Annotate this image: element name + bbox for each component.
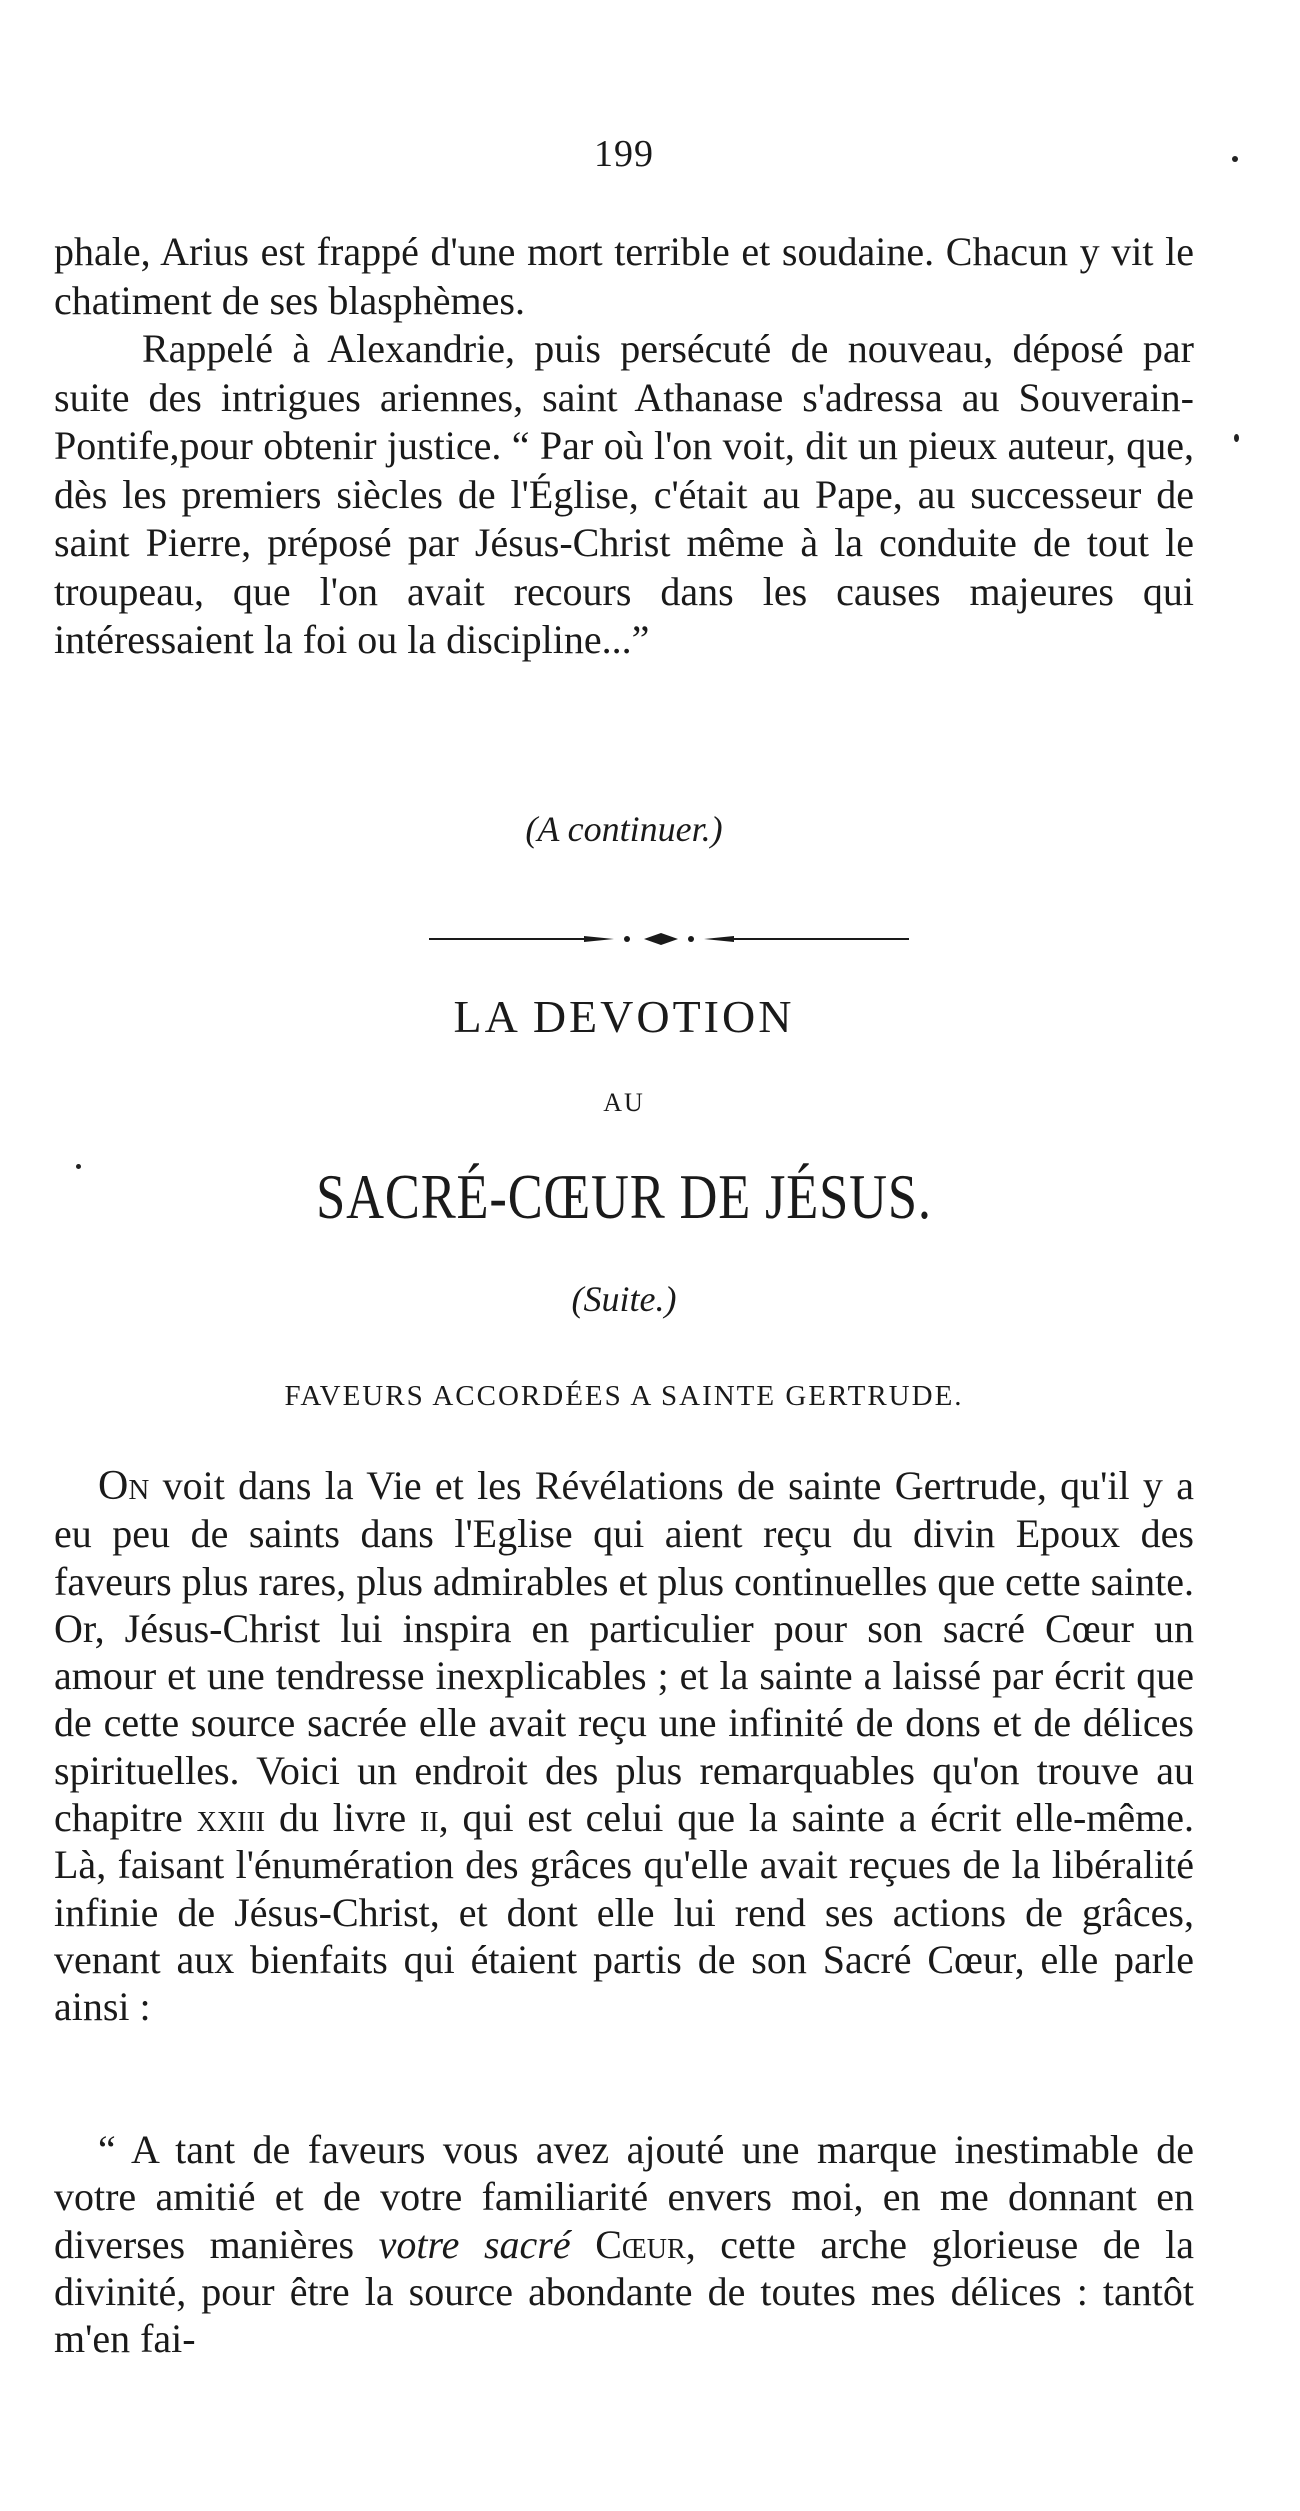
book-page (34, 0, 1195, 2511)
article-subtitle: (Suite.) (571, 1279, 677, 1319)
article-title-line-2: SACRÉ-CŒUR DE JÉSUS. (316, 1161, 932, 1232)
drop-cap-word: On (98, 1463, 150, 1509)
paragraph-text: , cette arche glorieuse de la divinité, pour être la source abondante de toutes mes délices : tantôt m'en fai- (54, 2221, 1195, 2362)
to-be-continued-note: (A continuer.) (525, 809, 723, 849)
roman-numeral-chapter: xxiii (196, 1795, 266, 1841)
paragraph-athanase: Rappelé à Alexandrie, puis persécuté de nouveau, déposé par suite des intrigues ariennes, saint Athanase s'adressa au Souverain-Pontife,pour obtenir justice. “ Par où l'on voit, dit un pieux auteur, que, dès les premiers siècles de l'Église, c'était au Pape, au successeur de saint Pierre, préposé par Jésus-Christ même à la conduite de tout le troupeau, que l'on avait recours dans les causes majeures qui intéressaient la foi ou la discipline...” (54, 326, 1194, 662)
paragraph-text: , qui est celui que la sainte a écrit elle-même. Là, faisant l'énumération des grâces qu'elle avait reçues de la libéralité infinie de Jésus-Christ, et dont elle lui rend ses actions de grâces, venant aux bienfaits qui étaient partis de son Sacré Cœur, elle parle ainsi : (54, 1795, 1194, 2030)
paragraph-quote (54, 2126, 1194, 2362)
italic-phrase: votre sacré (378, 2221, 571, 2267)
paragraph-text: voit dans la Vie et les Révélations de sainte Gertrude, qu'il y a eu peu de saints dans l'Eglise qui aient reçu du divin Epoux des faveurs plus rares, plus admirables et plus continuelles que cette sainte. Or, Jésus-Christ lui inspira en particulier pour son sacré Cœur un amour et une tendresse inexplicables ; et la sainte a laissé par écrit que de cette source sacrée elle avait reçu une infinité de dons et de délices spirituelles. Voici un endroit des plus remarquables qu'on trouve au chapitre (54, 1463, 1194, 1841)
print-speck (1232, 156, 1238, 162)
paragraph-continuation: phale, Arius est frappé d'une mort terrible et soudaine. Chacun y vit le chatiment de ses blasphèmes. (54, 229, 1194, 323)
small-caps-word: Cœur (595, 2221, 686, 2267)
ornamental-divider (429, 932, 909, 946)
print-speck (1234, 434, 1239, 442)
paragraph-text: du livre (265, 1795, 420, 1841)
section-heading: FAVEURS ACCORDÉES A SAINTE GERTRUDE. (284, 1380, 964, 1412)
print-speck (76, 1164, 81, 1169)
page-number: 199 (594, 133, 654, 175)
paragraph-text: “ A tant de faveurs vous avez ajouté une marque inestimable de votre amitié et de votre familiarité envers moi, en me donnant en diverses manières (54, 2127, 1194, 2267)
roman-numeral-book: ii (419, 1795, 439, 1841)
article-title-au: AU (603, 1088, 645, 1117)
paragraph-gertrude (54, 1462, 1194, 2031)
article-title-line-1: LA DEVOTION (453, 991, 795, 1042)
